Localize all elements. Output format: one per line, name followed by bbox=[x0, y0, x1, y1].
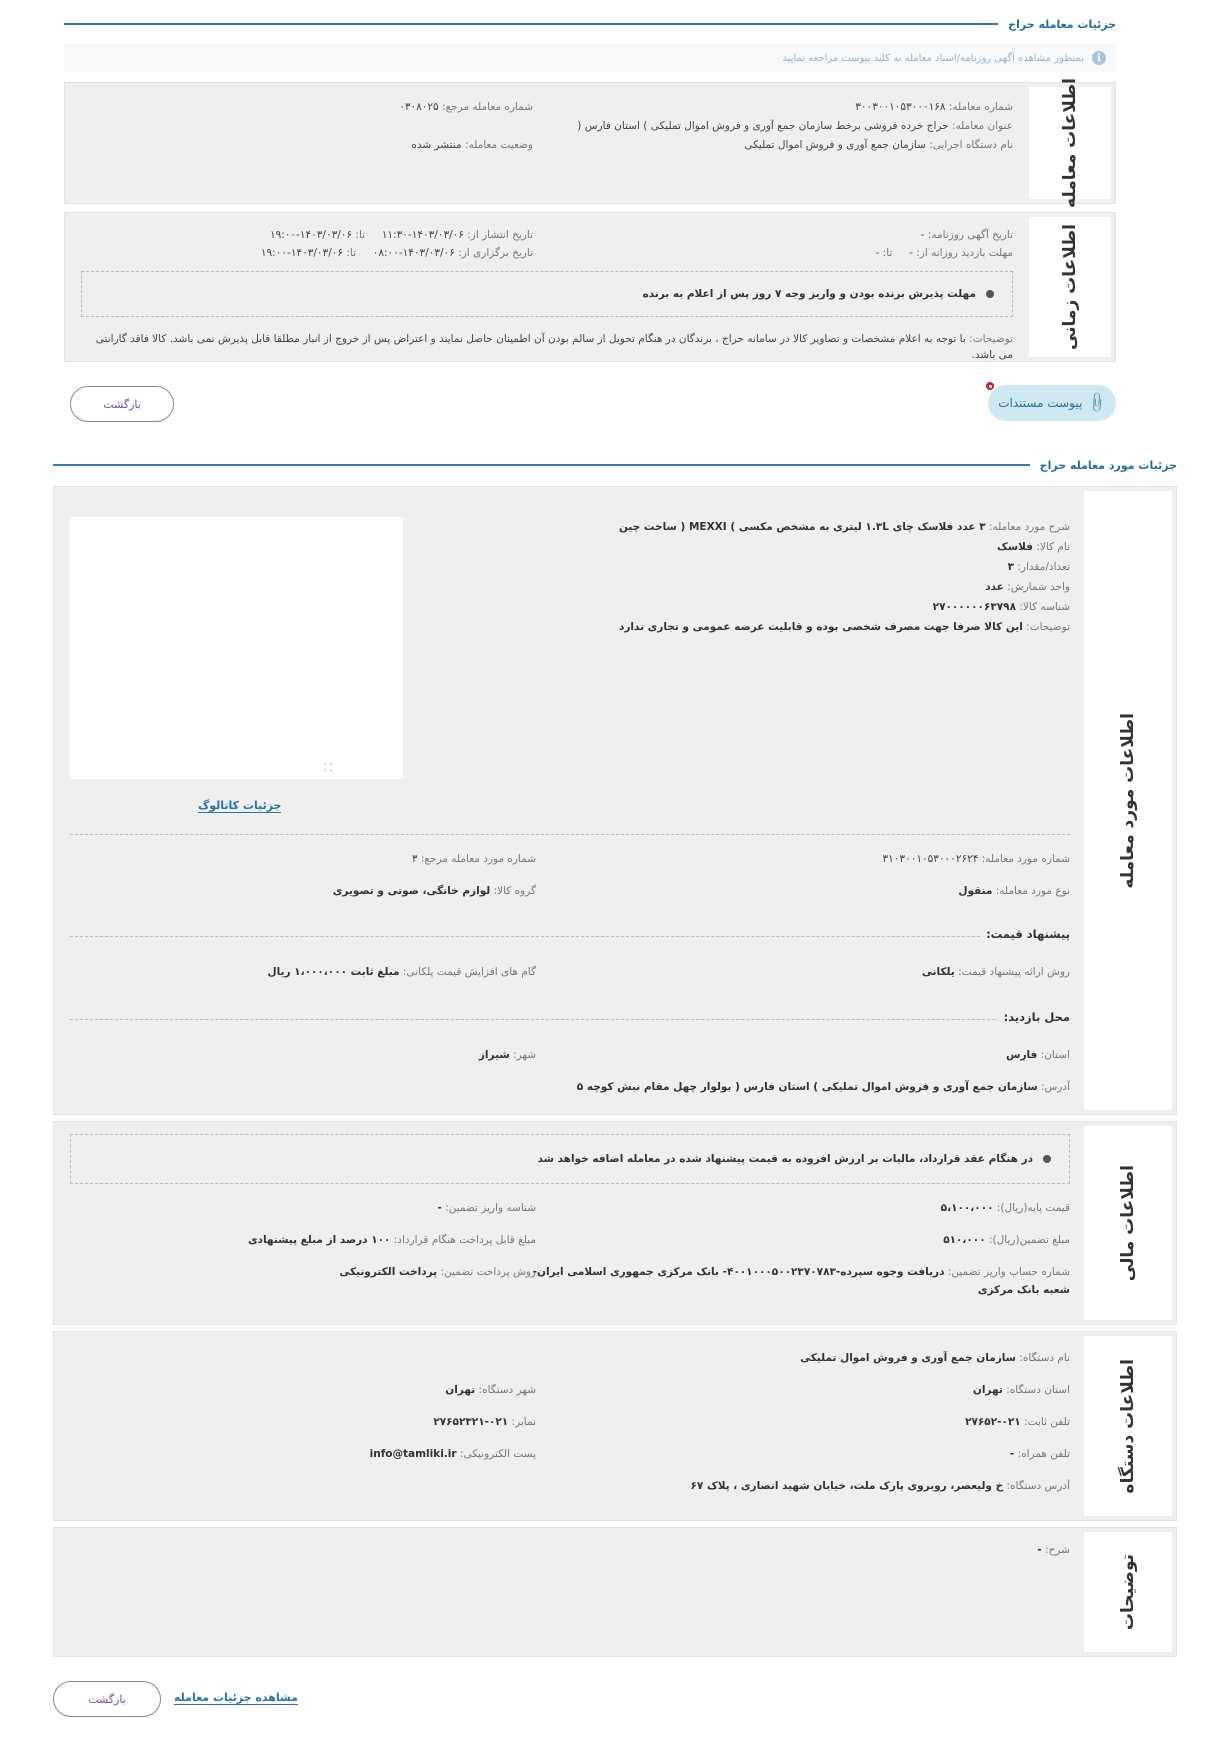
description-field: شرح: - bbox=[1037, 1544, 1070, 1556]
deal-details-title: جزئیات معامله حراج bbox=[1008, 17, 1116, 31]
visit-place-heading: محل بازدید: bbox=[998, 1010, 1070, 1024]
price-steps-field: گام های افزایش قیمت پلکانی: مبلغ ثابت ۱،۰۰۰،۰۰۰ ریال bbox=[267, 966, 536, 978]
mobile-field: تلفن همراه: - bbox=[1009, 1448, 1070, 1460]
org-address-field: آدرس دستگاه: خ ولیعصر، روبروی پارک ملت، خیابان شهید انصاری ، پلاک ۶۷ bbox=[690, 1480, 1070, 1492]
unit-field: واحد شمارش: عدد bbox=[985, 581, 1070, 593]
account-number-field: شماره حساب واریز تضمین: دریافت وجوه سپرده-۴۰۰۱۰۰۰۵۰۰۲۳۷۰۷۸۳- بانک مرکزی جمهوری اسلامی ایران- bbox=[532, 1266, 1070, 1278]
back-button-bottom[interactable]: بازگشت bbox=[53, 1681, 161, 1717]
time-description-field: توضیحات: با توجه به اعلام مشخصات و تصاویر کالا در سامانه حراج ، برندگان در هنگام تحویل از سالم بودن آن اطمینان حاصل نمایند و اعتراض پس از خروج از انبار مطلقا قابل پذیرش نمی باشد. کالا فاقد گارانتی می باشد. bbox=[95, 333, 1013, 361]
section-divider bbox=[53, 464, 1030, 466]
time-info-side-label: اطلاعات زمانی bbox=[1029, 217, 1111, 357]
hold-date-field: تاریخ برگزاری از: ۱۴۰۳/۰۳/۰۶-۰۸:۰۰ تا: ۱۴۰۳/۰۳/۰۶-۱۹:۰۰ bbox=[260, 247, 533, 259]
deal-info-side-label: اطلاعات معامله bbox=[1029, 87, 1111, 199]
time-info-panel bbox=[64, 212, 1116, 362]
deadline-notice: مهلت پذیرش برنده بودن و واریز وجه ۷ روز پس از اعلام به برنده bbox=[81, 271, 1013, 317]
offer-method-field: روش ارائه پیشنهاد قیمت: یلکانی bbox=[921, 966, 1070, 978]
visit-place-divider bbox=[70, 1019, 1070, 1020]
attachment-badge bbox=[984, 380, 996, 392]
item-notes-field: توضیحات: این کالا صرفا جهت مصرف شخصی بوده و قابلیت عرضه عمومی و تجاری ندارد bbox=[618, 621, 1070, 633]
deal-org-field: نام دستگاه اجرایی: سازمان جمع آوری و فروش اموال تملیکی bbox=[744, 139, 1013, 151]
item-info-panel bbox=[53, 486, 1177, 1115]
description-side-label: توضیحات bbox=[1084, 1532, 1172, 1652]
vat-notice: در هنگام عقد قرارداد، مالیات بر ارزش افزوده به قیمت پیشنهاد شده در معامله اضافه خواهد شد bbox=[70, 1134, 1070, 1184]
fax-field: نمابر: ۰۲۱-۲۷۶۵۲۳۲۱ bbox=[433, 1416, 536, 1428]
item-number-field: شماره مورد معامله: ۳۱۰۳۰۰۱۰۵۳۰۰۰۲۶۲۴ bbox=[882, 853, 1070, 865]
item-details-section-title bbox=[53, 455, 1177, 475]
phone-field: تلفن ثابت: ۰۲۱-۲۷۶۵۲ bbox=[965, 1416, 1070, 1428]
newspaper-date-field: تاریخ آگهی روزنامه: - bbox=[920, 229, 1013, 241]
view-deal-details-link[interactable]: مشاهده جزئیات معامله bbox=[174, 1691, 298, 1704]
org-city-field: شهر دستگاه: تهران bbox=[445, 1384, 536, 1396]
org-province-field: استان دستگاه: تهران bbox=[972, 1384, 1070, 1396]
org-name-field: نام دستگاه: سازمان جمع آوری و فروش اموال تملیکی bbox=[800, 1352, 1070, 1364]
province-field: استان: فارس bbox=[1005, 1049, 1070, 1061]
visit-deadline-field: مهلت بازدید روزانه از: - تا: - bbox=[875, 247, 1013, 259]
deal-title-field: عنوان معامله: حراج خرده فروشی برخط سازمان جمع آوری و فروش اموال تملیکی ) استان فارس ( bbox=[577, 120, 1013, 132]
item-desc-field: شرح مورد معامله: ۳ عدد فلاسک چای ۱.۳L لیتری به مشخص مکسی ) MEXXI ( ساخت چین bbox=[618, 521, 1070, 533]
attach-documents-button[interactable]: 📎 پیوست مستندات bbox=[988, 385, 1116, 421]
deal-number-field: شماره معامله: ۳۰۰۳۰۰۱۰۵۳۰۰۰۱۶۸ bbox=[855, 101, 1013, 113]
info-icon: i bbox=[1092, 51, 1106, 65]
bullet-dot bbox=[986, 290, 994, 298]
price-offer-divider bbox=[70, 936, 1070, 937]
item-details-title: جزئیات مورد معامله حراج bbox=[1039, 458, 1177, 472]
goods-id-field: شناسه کالا: ۲۷۰۰۰۰۰۰۶۳۷۹۸ bbox=[932, 601, 1070, 613]
publish-date-field: تاریخ انتشار از: ۱۴۰۳/۰۳/۰۶-۱۱:۳۰ تا: ۱۴۰۳/۰۳/۰۶-۱۹:۰۰ bbox=[269, 229, 533, 241]
org-info-panel bbox=[53, 1331, 1177, 1521]
item-type-field: نوع مورد معامله: منقول bbox=[958, 885, 1070, 897]
finance-info-panel bbox=[53, 1121, 1177, 1325]
finance-side-label: اطلاعات مالی bbox=[1084, 1126, 1172, 1320]
info-notice bbox=[64, 44, 1116, 72]
description-panel bbox=[53, 1527, 1177, 1657]
price-offer-heading: پیشنهاد قیمت: bbox=[980, 927, 1070, 941]
guarantee-id-field: شناسه واریز تضمین: - bbox=[437, 1202, 536, 1214]
guarantee-amount-field: مبلغ تضمین(ریال): ۵۱۰،۰۰۰ bbox=[943, 1234, 1070, 1246]
back-button-top[interactable]: بازگشت bbox=[70, 386, 174, 422]
deal-info-panel bbox=[64, 77, 1116, 209]
goods-group-field: گروه کالا: لوازم خانگی، صوتی و تصویری bbox=[332, 885, 536, 897]
item-image[interactable] bbox=[70, 517, 403, 779]
section-divider bbox=[64, 23, 998, 25]
catalog-details-link[interactable]: جزئیات کاتالوگ bbox=[198, 799, 282, 812]
item-divider bbox=[70, 834, 1070, 835]
account-branch-field: شعبه بانک مرکزی bbox=[977, 1284, 1070, 1296]
address-field: آدرس: سازمان جمع آوری و فروش اموال تملیکی ) استان فارس ( بولوار چهل مقام نبش کوچه ۵ bbox=[576, 1081, 1070, 1093]
paperclip-icon: 📎 bbox=[1085, 391, 1109, 415]
payment-method-field: روش پرداخت تضمین: پرداخت الکترونیکی bbox=[339, 1266, 536, 1278]
bullet-dot bbox=[1043, 1155, 1051, 1163]
goods-name-field: نام کالا: فلاسک bbox=[997, 541, 1070, 553]
item-info-side-label: اطلاعات مورد معامله bbox=[1084, 491, 1172, 1110]
ref-number-field: شماره معامله مرجع: ۰۳۰۸۰۲۵ bbox=[399, 101, 533, 113]
deal-details-section-title bbox=[64, 14, 1116, 34]
quantity-field: تعداد/مقدار: ۳ bbox=[1007, 561, 1070, 573]
deal-status-field: وضعیت معامله: منتشر شده bbox=[411, 139, 533, 151]
info-notice-text: بمنظور مشاهده آگهی روزنامه/اسناد معامله به کلید پیوست مراجعه نمایید bbox=[782, 52, 1084, 64]
org-side-label: اطلاعات دستگاه bbox=[1084, 1336, 1172, 1516]
item-ref-field: شماره مورد معامله مرجع: ۳ bbox=[411, 853, 536, 865]
payable-amount-field: مبلغ قابل پرداخت هنگام قرارداد: ۱۰۰ درصد از مبلغ پیشنهادی bbox=[247, 1234, 536, 1246]
city-field: شهر: شیراز bbox=[478, 1049, 536, 1061]
email-field: پست الکترونیکی: info@tamliki.ir bbox=[369, 1448, 536, 1460]
expand-icon[interactable]: ⛶ bbox=[324, 761, 332, 774]
base-price-field: قیمت پایه(ریال): ۵،۱۰۰،۰۰۰ bbox=[940, 1202, 1070, 1214]
